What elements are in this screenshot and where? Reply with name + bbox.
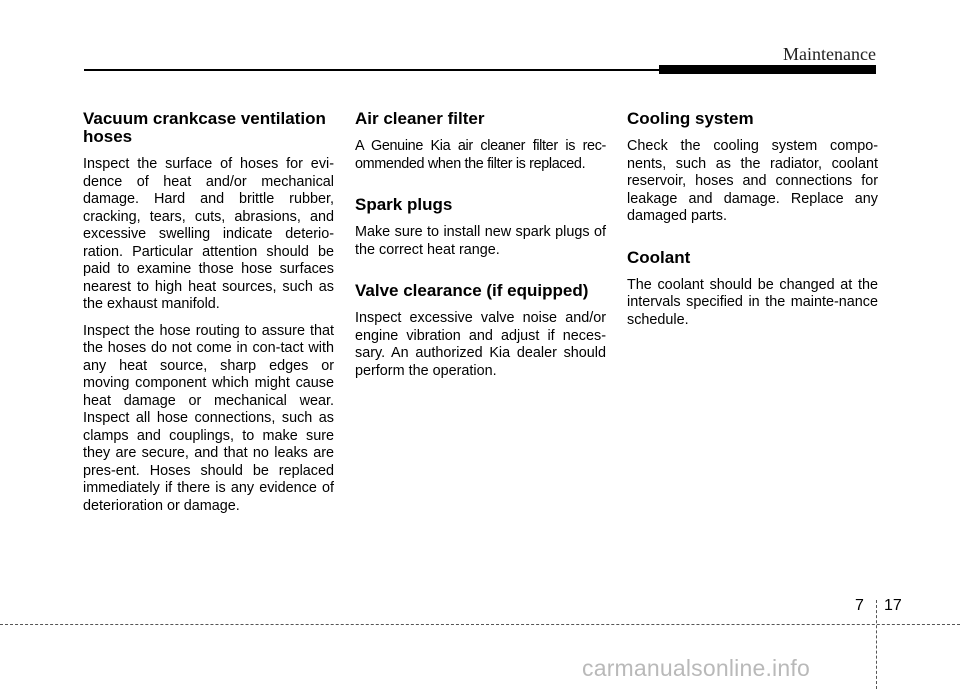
heading-valve-clearance: Valve clearance (if equipped): [355, 281, 589, 300]
paragraph: Inspect the surface of hoses for evi-dence of heat and/or mechanical damage. Hard and brittle rubber, cracking, tears, cuts, abrasions, and excessive swelling indicate deterio-ration. Particular attention should be paid to examine those hose surfaces nearest to high heat sources, such as the exhaust manifold.: [83, 156, 334, 312]
column-1: [83, 110, 334, 524]
footer-rule: [0, 624, 960, 625]
paragraph: The coolant should be changed at the intervals specified in the mainte-nance schedule.: [627, 276, 878, 328]
paragraph: Inspect the hose routing to assure that the hoses do not come in con-tact with any heat source, sharp edges or moving component which might cause heat damage or mechanical wear. Inspect all hose connections, such as clamps and couplings, to make sure they are secure, and that no leaks are pres-ent. Hoses should be replaced immediately if there is any evidence of deterioration or damage.: [83, 322, 334, 514]
column-2: [355, 110, 606, 389]
heading-coolant: Coolant: [627, 247, 691, 267]
page-number: 17: [884, 597, 902, 614]
heading-air-cleaner: Air cleaner filter: [355, 109, 485, 128]
paragraph: Inspect excessive valve noise and/or engine vibration and adjust if neces-sary. An authorized Kia dealer should perform the operation.: [355, 310, 606, 379]
heading-vacuum-hoses: Vacuum crankcase ventilation hoses: [83, 109, 326, 146]
section-title: Maintenance: [783, 44, 876, 64]
chapter-number: 7: [855, 597, 864, 614]
paragraph: Make sure to install new spark plugs of the correct heat range.: [355, 224, 606, 258]
column-3: [627, 110, 878, 338]
footer-divider: [876, 600, 877, 689]
header-rule: [84, 69, 662, 71]
heading-spark-plugs: Spark plugs: [355, 195, 453, 214]
header-bar: [659, 65, 876, 74]
paragraph: A Genuine Kia air cleaner filter is rec-ommended when the filter is replaced.: [355, 138, 606, 172]
watermark: carmanualsonline.info: [582, 655, 810, 681]
heading-cooling-system: Cooling system: [627, 109, 754, 128]
paragraph: Check the cooling system compo-nents, such as the radiator, coolant reservoir, hoses and connections for leakage and damage. Replace any damaged parts.: [627, 138, 878, 224]
